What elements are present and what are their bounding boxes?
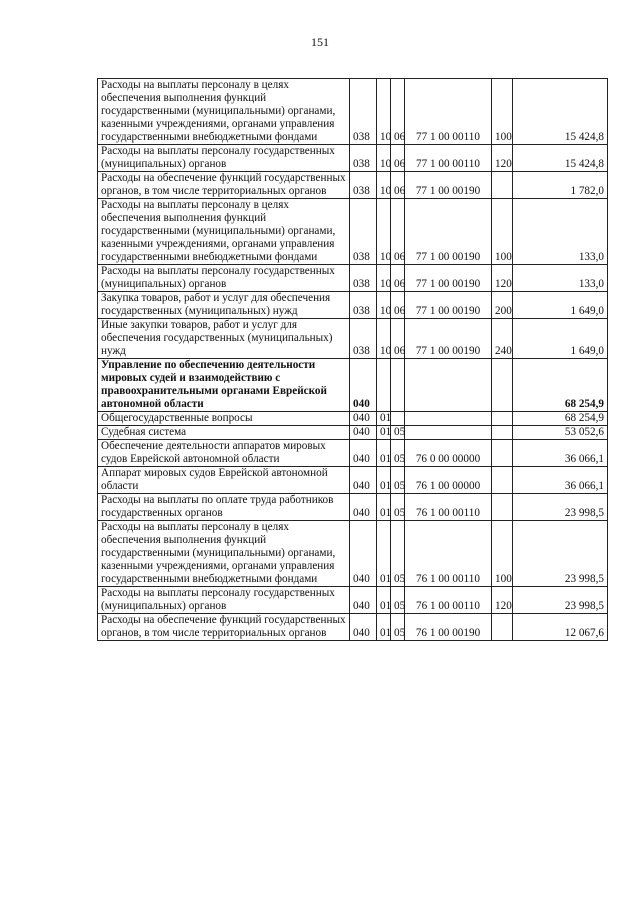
amount-cell: 23 998,5 (513, 521, 608, 587)
subsection-code-cell: 05 (391, 494, 405, 521)
ministry-code-cell: 040 (350, 467, 377, 494)
section-code-cell: 10 (377, 79, 391, 145)
row-name-cell: Расходы на обеспечение функций государственных органов, в том числе территориальных органов (98, 614, 350, 641)
expense-type-cell (492, 426, 513, 440)
subsection-code-cell: 06 (391, 265, 405, 292)
target-article-cell: 76 0 00 00000 (405, 440, 492, 467)
amount-cell: 1 649,0 (513, 319, 608, 359)
subsection-code-cell: 06 (391, 172, 405, 199)
table-row (98, 265, 608, 292)
amount-cell: 53 052,6 (513, 426, 608, 440)
subsection-code-cell: 05 (391, 587, 405, 614)
section-code-cell: 10 (377, 172, 391, 199)
subsection-code-cell (391, 359, 405, 412)
amount-cell: 68 254,9 (513, 359, 608, 412)
ministry-code-cell: 040 (350, 412, 377, 426)
row-name-cell: Расходы на обеспечение функций государственных органов, в том числе территориальных органов (98, 172, 350, 199)
target-article-cell: 77 1 00 00190 (405, 319, 492, 359)
section-code-cell: 01 (377, 614, 391, 641)
amount-cell: 36 066,1 (513, 440, 608, 467)
table-row (98, 359, 608, 412)
page-number: 151 (311, 35, 329, 49)
expense-type-cell (492, 172, 513, 199)
section-code-cell: 10 (377, 265, 391, 292)
table-row (98, 319, 608, 359)
row-name-cell: Закупка товаров, работ и услуг для обеспечения государственных (муниципальных) нужд (98, 292, 350, 319)
table-row (98, 172, 608, 199)
expense-type-cell: 100 (492, 199, 513, 265)
subsection-code-cell: 06 (391, 145, 405, 172)
expense-type-cell (492, 440, 513, 467)
target-article-cell: 77 1 00 00110 (405, 145, 492, 172)
target-article-cell: 77 1 00 00190 (405, 292, 492, 319)
expense-type-cell: 100 (492, 521, 513, 587)
subsection-code-cell: 06 (391, 319, 405, 359)
ministry-code-cell: 040 (350, 614, 377, 641)
target-article-cell: 76 1 00 00110 (405, 494, 492, 521)
ministry-code-cell: 038 (350, 172, 377, 199)
expense-type-cell: 100 (492, 79, 513, 145)
subsection-code-cell: 06 (391, 79, 405, 145)
row-name-cell: Судебная система (98, 426, 350, 440)
ministry-code-cell: 040 (350, 440, 377, 467)
amount-cell: 23 998,5 (513, 587, 608, 614)
amount-cell: 23 998,5 (513, 494, 608, 521)
ministry-code-cell: 038 (350, 265, 377, 292)
expense-type-cell (492, 614, 513, 641)
target-article-cell: 77 1 00 00110 (405, 79, 492, 145)
subsection-code-cell (391, 412, 405, 426)
section-code-cell: 01 (377, 440, 391, 467)
row-name-cell: Расходы на выплаты персоналу в целях обеспечения выполнения функций государственными (муниципальными) органами, казенными учреждениями, органами управления государственными внебюджетными фондами (98, 199, 350, 265)
expense-type-cell: 120 (492, 587, 513, 614)
subsection-code-cell: 05 (391, 440, 405, 467)
amount-cell: 36 066,1 (513, 467, 608, 494)
table-row (98, 79, 608, 145)
ministry-code-cell: 040 (350, 494, 377, 521)
ministry-code-cell: 040 (350, 426, 377, 440)
target-article-cell (405, 412, 492, 426)
section-code-cell: 01 (377, 412, 391, 426)
row-name-cell: Обеспечение деятельности аппаратов мировых судов Еврейской автономной области (98, 440, 350, 467)
section-code-cell: 01 (377, 426, 391, 440)
section-code-cell (377, 359, 391, 412)
amount-cell: 1 782,0 (513, 172, 608, 199)
subsection-code-cell: 05 (391, 467, 405, 494)
ministry-code-cell: 038 (350, 145, 377, 172)
expense-type-cell: 120 (492, 145, 513, 172)
section-code-cell: 01 (377, 587, 391, 614)
expense-type-cell: 240 (492, 319, 513, 359)
table-row (98, 199, 608, 265)
ministry-code-cell: 038 (350, 199, 377, 265)
target-article-cell (405, 359, 492, 412)
amount-cell: 68 254,9 (513, 412, 608, 426)
table-row (98, 587, 608, 614)
row-name-cell: Расходы на выплаты персоналу государственных (муниципальных) органов (98, 587, 350, 614)
table-row (98, 614, 608, 641)
ministry-code-cell: 040 (350, 587, 377, 614)
target-article-cell: 77 1 00 00190 (405, 265, 492, 292)
row-name-cell: Расходы на выплаты персоналу государственных (муниципальных) органов (98, 265, 350, 292)
row-name-cell: Управление по обеспечению деятельности мировых судей и взаимодействию с правоохранительными органами Еврейской автономной области (98, 359, 350, 412)
section-code-cell: 10 (377, 199, 391, 265)
expense-type-cell: 200 (492, 292, 513, 319)
target-article-cell: 76 1 00 00000 (405, 467, 492, 494)
table-row (98, 440, 608, 467)
row-name-cell: Аппарат мировых судов Еврейской автономной области (98, 467, 350, 494)
row-name-cell: Расходы на выплаты персоналу в целях обеспечения выполнения функций государственными (муниципальными) органами, казенными учреждениями, органами управления государственными внебюджетными фондами (98, 521, 350, 587)
expense-type-cell: 120 (492, 265, 513, 292)
target-article-cell: 77 1 00 00190 (405, 199, 492, 265)
table-row (98, 412, 608, 426)
subsection-code-cell: 06 (391, 199, 405, 265)
ministry-code-cell: 040 (350, 359, 377, 412)
expense-type-cell (492, 494, 513, 521)
table-row (98, 145, 608, 172)
section-code-cell: 10 (377, 292, 391, 319)
ministry-code-cell: 038 (350, 292, 377, 319)
target-article-cell (405, 426, 492, 440)
target-article-cell: 76 1 00 00190 (405, 614, 492, 641)
ministry-code-cell: 038 (350, 79, 377, 145)
section-code-cell: 10 (377, 145, 391, 172)
row-name-cell: Общегосударственные вопросы (98, 412, 350, 426)
row-name-cell: Расходы на выплаты персоналу в целях обеспечения выполнения функций государственными (муниципальными) органами, казенными учреждениями, органами управления государственными внебюджетными фондами (98, 79, 350, 145)
amount-cell: 15 424,8 (513, 145, 608, 172)
target-article-cell: 76 1 00 00110 (405, 521, 492, 587)
subsection-code-cell: 06 (391, 292, 405, 319)
amount-cell: 133,0 (513, 265, 608, 292)
table-row (98, 467, 608, 494)
target-article-cell: 76 1 00 00110 (405, 587, 492, 614)
ministry-code-cell: 040 (350, 521, 377, 587)
amount-cell: 1 649,0 (513, 292, 608, 319)
row-name-cell: Расходы на выплаты персоналу государственных (муниципальных) органов (98, 145, 350, 172)
row-name-cell: Иные закупки товаров, работ и услуг для обеспечения государственных (муниципальных) нужд (98, 319, 350, 359)
expense-type-cell (492, 467, 513, 494)
row-name-cell: Расходы на выплаты по оплате труда работников государственных органов (98, 494, 350, 521)
subsection-code-cell: 05 (391, 521, 405, 587)
amount-cell: 12 067,6 (513, 614, 608, 641)
subsection-code-cell: 05 (391, 614, 405, 641)
section-code-cell: 01 (377, 467, 391, 494)
table-row (98, 292, 608, 319)
section-code-cell: 01 (377, 494, 391, 521)
subsection-code-cell: 05 (391, 426, 405, 440)
expense-type-cell (492, 359, 513, 412)
amount-cell: 15 424,8 (513, 79, 608, 145)
budget-table (97, 78, 608, 641)
table-row (98, 426, 608, 440)
ministry-code-cell: 038 (350, 319, 377, 359)
section-code-cell: 01 (377, 521, 391, 587)
section-code-cell: 10 (377, 319, 391, 359)
table-row (98, 494, 608, 521)
expense-type-cell (492, 412, 513, 426)
table-row (98, 521, 608, 587)
amount-cell: 133,0 (513, 199, 608, 265)
target-article-cell: 77 1 00 00190 (405, 172, 492, 199)
